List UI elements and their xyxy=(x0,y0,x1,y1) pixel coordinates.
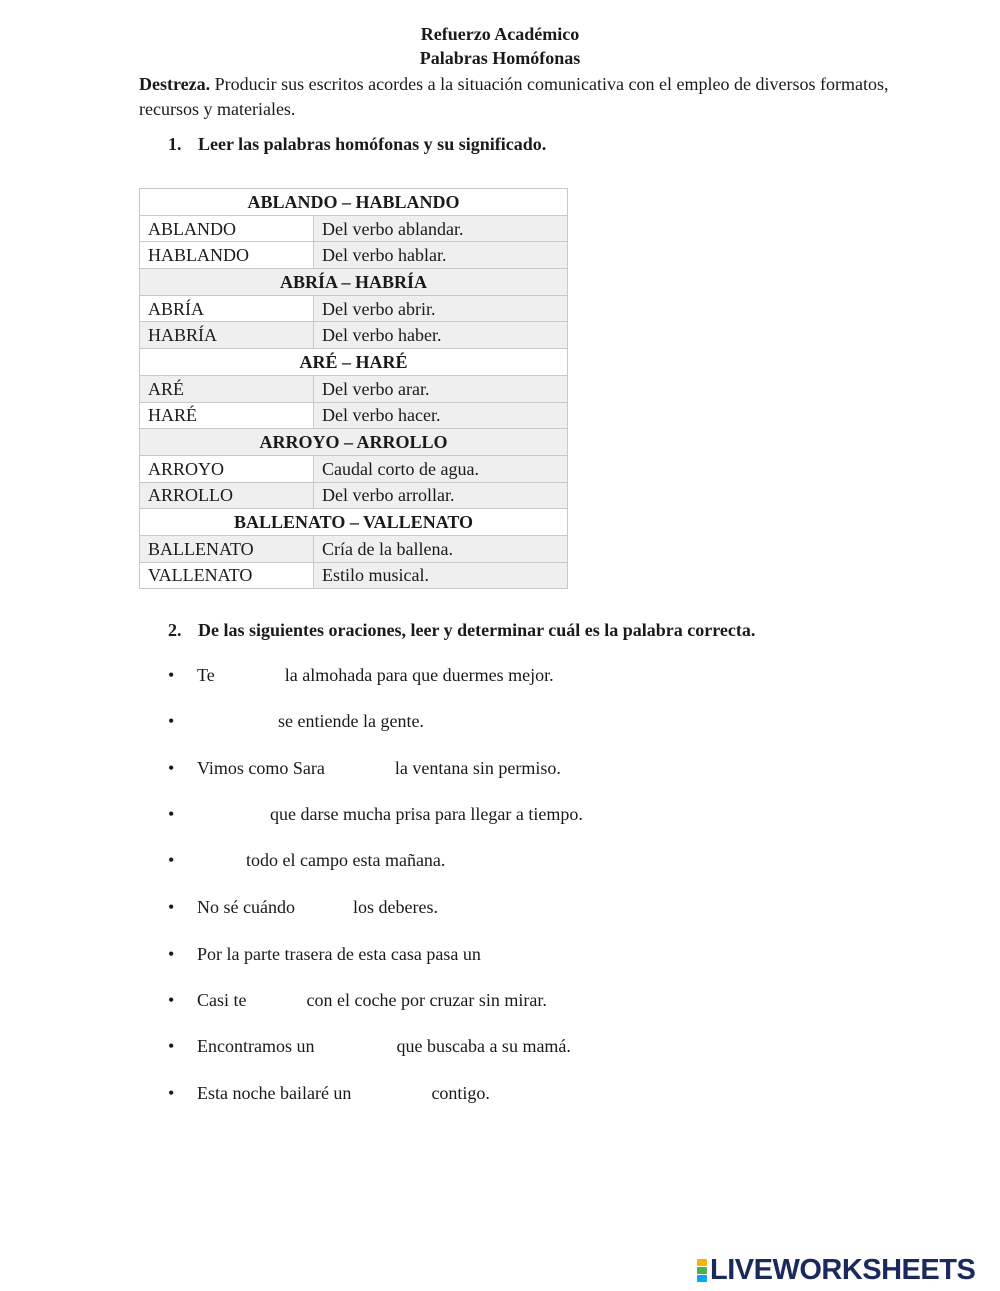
word-cell: HARÉ xyxy=(140,402,314,429)
sentence-before: Te xyxy=(197,665,215,685)
list-item xyxy=(168,944,561,965)
question-2-number: 2. xyxy=(168,620,182,640)
meaning-cell: Caudal corto de agua. xyxy=(314,455,568,482)
table-row xyxy=(140,402,568,429)
table-group-header-row xyxy=(140,349,568,376)
group-title: BALLENATO – VALLENATO xyxy=(140,509,568,536)
bullet: • xyxy=(168,804,175,824)
meaning-cell: Del verbo arrollar. xyxy=(314,482,568,509)
table-row xyxy=(140,242,568,269)
sentence-before: Encontramos un xyxy=(197,1036,315,1056)
sentence-after: que buscaba a su mamá. xyxy=(396,1036,571,1056)
page-title: Refuerzo Académico xyxy=(420,24,580,44)
bullet: • xyxy=(168,1083,175,1103)
group-title: ABLANDO – HABLANDO xyxy=(140,189,568,216)
list-item xyxy=(168,990,547,1011)
word-cell: VALLENATO xyxy=(140,562,314,589)
question-1-number: 1. xyxy=(168,134,182,154)
table-row xyxy=(140,562,568,589)
word-cell: BALLENATO xyxy=(140,535,314,562)
bullet: • xyxy=(168,665,175,685)
table-row xyxy=(140,322,568,349)
word-cell: ABLANDO xyxy=(140,215,314,242)
word-cell: ABRÍA xyxy=(140,295,314,322)
sentence-after: los deberes. xyxy=(352,897,438,917)
table-row xyxy=(140,295,568,322)
table-group-header-row xyxy=(140,269,568,296)
table-row xyxy=(140,535,568,562)
sentence-before: Casi te xyxy=(197,990,247,1010)
word-cell: ARÉ xyxy=(140,375,314,402)
skill-label: Destreza. xyxy=(139,74,211,94)
table-row xyxy=(140,482,568,509)
list-item xyxy=(168,758,561,779)
list-item xyxy=(168,665,554,686)
group-title: ARÉ – HARÉ xyxy=(140,349,568,376)
table-row xyxy=(140,215,568,242)
list-item xyxy=(168,804,583,825)
list-item xyxy=(168,897,438,918)
bullet: • xyxy=(168,944,175,964)
list-item xyxy=(168,1083,490,1104)
list-item xyxy=(168,1036,571,1057)
skill-statement xyxy=(139,72,899,122)
table-row xyxy=(140,455,568,482)
table-row xyxy=(140,375,568,402)
bullet: • xyxy=(168,711,175,731)
meaning-cell: Del verbo hablar. xyxy=(314,242,568,269)
skill-text: Producir sus escritos acordes a la situación comunicativa con el empleo de diversos formatos, recursos y materiales. xyxy=(139,74,889,119)
meaning-cell: Del verbo haber. xyxy=(314,322,568,349)
word-cell: HABRÍA xyxy=(140,322,314,349)
homophones-table xyxy=(139,188,568,589)
meaning-cell: Del verbo arar. xyxy=(314,375,568,402)
logo-text: LIVEWORKSHEETS xyxy=(710,1253,976,1286)
liveworksheets-logo-icon xyxy=(697,1259,707,1282)
sentence-before: Por la parte trasera de esta casa pasa un xyxy=(197,944,481,964)
bullet: • xyxy=(168,990,175,1010)
sentence-before: Esta noche bailaré un xyxy=(197,1083,352,1103)
question-2-text: De las siguientes oraciones, leer y determinar cuál es la palabra correcta. xyxy=(198,620,756,640)
meaning-cell: Del verbo ablandar. xyxy=(314,215,568,242)
table-group-header-row xyxy=(140,429,568,456)
meaning-cell: Del verbo hacer. xyxy=(314,402,568,429)
sentence-after: se entiende la gente. xyxy=(278,711,424,731)
bullet: • xyxy=(168,850,175,870)
bullet: • xyxy=(168,758,175,778)
table-group-header-row xyxy=(140,189,568,216)
meaning-cell: Cría de la ballena. xyxy=(314,535,568,562)
question-2 xyxy=(168,620,755,641)
list-item xyxy=(168,711,424,732)
meaning-cell: Estilo musical. xyxy=(314,562,568,589)
group-title: ABRÍA – HABRÍA xyxy=(140,269,568,296)
question-1 xyxy=(168,134,546,155)
table-group-header-row xyxy=(140,509,568,536)
group-title: ARROYO – ARROLLO xyxy=(140,429,568,456)
word-cell: ARROLLO xyxy=(140,482,314,509)
liveworksheets-logo xyxy=(697,1253,975,1287)
sentence-before: No sé cuándo xyxy=(197,897,295,917)
word-cell: ARROYO xyxy=(140,455,314,482)
list-item xyxy=(168,850,445,871)
sentence-after: la almohada para que duermes mejor. xyxy=(284,665,554,685)
bullet: • xyxy=(168,897,175,917)
bullet: • xyxy=(168,1036,175,1056)
question-1-text: Leer las palabras homófonas y su significado. xyxy=(198,134,547,154)
sentence-after: la ventana sin permiso. xyxy=(394,758,561,778)
page-subtitle: Palabras Homófonas xyxy=(419,48,581,68)
meaning-cell: Del verbo abrir. xyxy=(314,295,568,322)
sentence-before: Vimos como Sara xyxy=(197,758,325,778)
sentence-after: contigo. xyxy=(431,1083,490,1103)
sentence-after: todo el campo esta mañana. xyxy=(246,850,446,870)
word-cell: HABLANDO xyxy=(140,242,314,269)
sentence-after: que darse mucha prisa para llegar a tiempo. xyxy=(270,804,583,824)
sentence-after: con el coche por cruzar sin mirar. xyxy=(306,990,547,1010)
